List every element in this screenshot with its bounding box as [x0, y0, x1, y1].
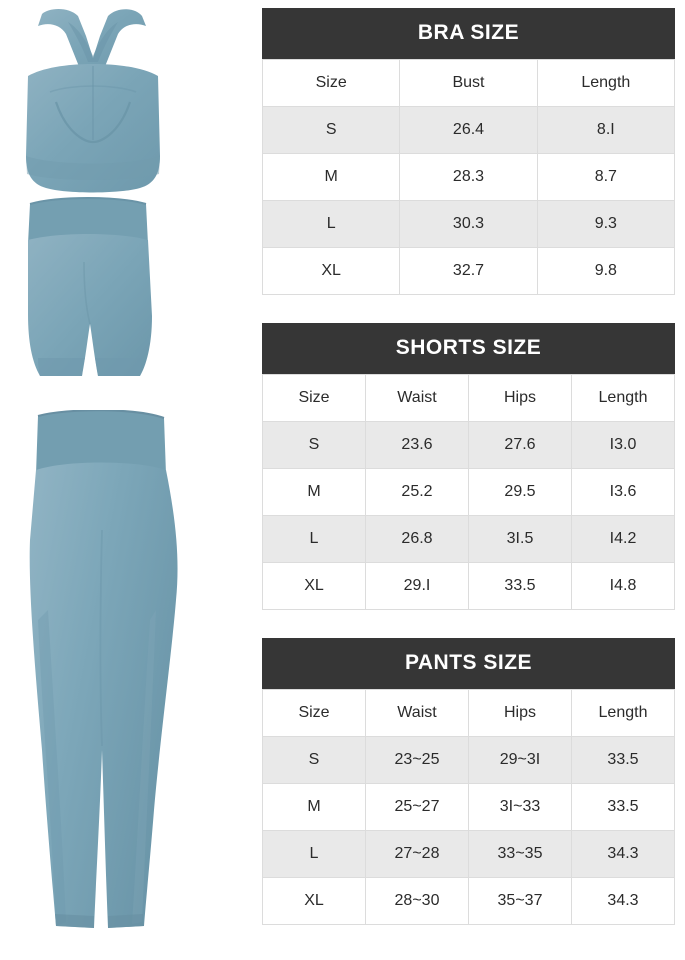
cell-hips: 29.5: [469, 469, 572, 516]
cell-length: 33.5: [572, 784, 675, 831]
cell-waist: 23.6: [366, 422, 469, 469]
cell-length: 8.I: [537, 107, 674, 154]
cell-bust: 26.4: [400, 107, 537, 154]
cell-hips: 35~37: [469, 878, 572, 925]
cell-size: XL: [263, 878, 366, 925]
table-row: [263, 248, 675, 295]
column-header-waist: Waist: [366, 375, 469, 422]
biker-shorts-image: [6, 196, 176, 401]
cell-bust: 30.3: [400, 201, 537, 248]
table-header-row: [263, 375, 675, 422]
cell-size: M: [263, 469, 366, 516]
bra-size-table-block: [262, 8, 675, 295]
cell-length: 8.7: [537, 154, 674, 201]
shorts-size-table-block: [262, 323, 675, 610]
cell-waist: 25.2: [366, 469, 469, 516]
cell-length: 9.3: [537, 201, 674, 248]
cell-length: I3.6: [572, 469, 675, 516]
leggings-image: [4, 410, 194, 950]
cell-size: L: [263, 201, 400, 248]
cell-size: XL: [263, 248, 400, 295]
table-header-row: [263, 690, 675, 737]
column-header-bust: Bust: [400, 60, 537, 107]
sports-bra-image: [8, 6, 178, 196]
column-header-hips: Hips: [469, 690, 572, 737]
table-row: [263, 201, 675, 248]
size-tables-column: [258, 0, 685, 960]
cell-hips: 3I~33: [469, 784, 572, 831]
cell-bust: 28.3: [400, 154, 537, 201]
table-row: [263, 737, 675, 784]
column-header-waist: Waist: [366, 690, 469, 737]
shorts-size-title: SHORTS SIZE: [262, 323, 675, 374]
column-header-length: Length: [572, 375, 675, 422]
column-header-size: Size: [263, 60, 400, 107]
cell-bust: 32.7: [400, 248, 537, 295]
cell-waist: 28~30: [366, 878, 469, 925]
cell-size: XL: [263, 563, 366, 610]
cell-hips: 33.5: [469, 563, 572, 610]
column-header-length: Length: [572, 690, 675, 737]
pants-size-title: PANTS SIZE: [262, 638, 675, 689]
cell-length: I4.2: [572, 516, 675, 563]
cell-length: 9.8: [537, 248, 674, 295]
cell-waist: 29.I: [366, 563, 469, 610]
cell-hips: 27.6: [469, 422, 572, 469]
table-row: [263, 784, 675, 831]
cell-size: L: [263, 516, 366, 563]
cell-waist: 26.8: [366, 516, 469, 563]
bra-size-table: [262, 59, 675, 295]
table-row: [263, 422, 675, 469]
cell-hips: 3I.5: [469, 516, 572, 563]
table-header-row: [263, 60, 675, 107]
cell-size: M: [263, 784, 366, 831]
shorts-size-table: [262, 374, 675, 610]
table-row: [263, 107, 675, 154]
cell-waist: 23~25: [366, 737, 469, 784]
table-row: [263, 469, 675, 516]
table-row: [263, 516, 675, 563]
cell-size: S: [263, 107, 400, 154]
pants-size-table: [262, 689, 675, 925]
cell-size: L: [263, 831, 366, 878]
column-header-length: Length: [537, 60, 674, 107]
cell-size: S: [263, 422, 366, 469]
table-row: [263, 878, 675, 925]
cell-waist: 25~27: [366, 784, 469, 831]
cell-size: S: [263, 737, 366, 784]
cell-hips: 33~35: [469, 831, 572, 878]
cell-hips: 29~3I: [469, 737, 572, 784]
pants-size-table-block: [262, 638, 675, 925]
cell-size: M: [263, 154, 400, 201]
cell-length: I4.8: [572, 563, 675, 610]
cell-length: 34.3: [572, 878, 675, 925]
column-header-hips: Hips: [469, 375, 572, 422]
cell-length: 34.3: [572, 831, 675, 878]
cell-waist: 27~28: [366, 831, 469, 878]
table-row: [263, 154, 675, 201]
table-row: [263, 563, 675, 610]
column-header-size: Size: [263, 690, 366, 737]
cell-length: I3.0: [572, 422, 675, 469]
product-image-column: [0, 0, 258, 960]
table-row: [263, 831, 675, 878]
cell-length: 33.5: [572, 737, 675, 784]
column-header-size: Size: [263, 375, 366, 422]
bra-size-title: BRA SIZE: [262, 8, 675, 59]
